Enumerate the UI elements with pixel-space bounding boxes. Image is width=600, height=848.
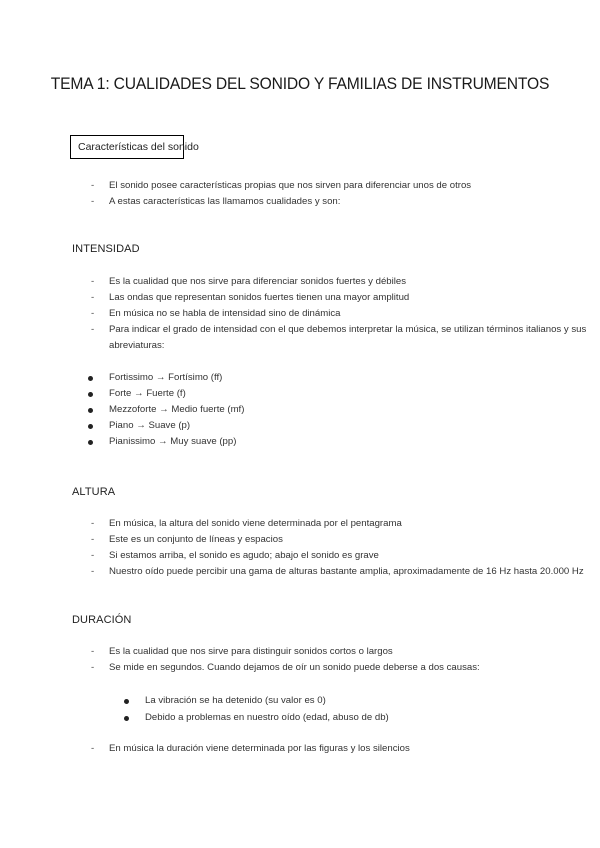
- cause-item: [145, 712, 389, 723]
- dynamics-text: Fortissimo → Fortísimo (ff): [109, 372, 223, 383]
- list-item-text: En música, la altura del sonido viene determinada por el pentagrama: [109, 518, 402, 529]
- list-item: [91, 518, 402, 529]
- dynamics-text: Piano → Suave (p): [109, 420, 191, 431]
- dynamics-item: [109, 404, 244, 415]
- list-item: [91, 324, 587, 335]
- dash-bullet: -: [91, 743, 95, 754]
- list-item: [91, 662, 480, 673]
- heading-duracion: DURACIÓN: [72, 614, 132, 626]
- heading-altura: ALTURA: [72, 486, 116, 498]
- bullet-dot: [88, 376, 93, 381]
- list-item: [91, 292, 410, 303]
- dynamics-item: [109, 388, 186, 399]
- list-item-text: Este es un conjunto de líneas y espacios: [109, 534, 283, 545]
- list-item-text: Para indicar el grado de intensidad con el que debemos interpretar la música, se utilizan términos italianos y sus: [109, 324, 587, 335]
- dash-bullet: -: [91, 324, 95, 335]
- dash-bullet: -: [91, 550, 95, 561]
- list-item: [91, 566, 584, 577]
- cause-text: Debido a problemas en nuestro oído (edad, abuso de db): [145, 712, 389, 723]
- list-item-text: Es la cualidad que nos sirve para diferenciar sonidos fuertes y débiles: [109, 276, 407, 287]
- dynamics-text: Pianissimo → Muy suave (pp): [109, 436, 237, 447]
- dash-bullet: -: [91, 196, 95, 207]
- list-item-continuation: abreviaturas:: [109, 340, 165, 351]
- cause-text: La vibración se ha detenido (su valor es 0): [145, 695, 326, 706]
- list-item-text: En música no se habla de intensidad sino de dinámica: [109, 308, 341, 319]
- bullet-dot: [124, 716, 129, 721]
- list-item-text: El sonido posee características propias que nos sirven para diferenciar unos de otros: [109, 180, 472, 191]
- dash-bullet: -: [91, 646, 95, 657]
- list-item: [91, 743, 410, 754]
- list-item: [91, 196, 341, 207]
- list-item-text: Si estamos arriba, el sonido es agudo; abajo el sonido es grave: [109, 550, 379, 561]
- list-item-text: En música la duración viene determinada por las figuras y los silencios: [109, 743, 410, 754]
- dynamics-item: [109, 436, 236, 447]
- list-item: [91, 276, 407, 287]
- dynamics-item: [109, 372, 222, 383]
- dynamics-text: Mezzoforte → Medio fuerte (mf): [109, 404, 245, 415]
- list-item-text: Nuestro oído puede percibir una gama de alturas bastante amplia, aproximadamente de 16 Hz hasta 20.000 Hz: [109, 566, 584, 577]
- dash-bullet: -: [91, 566, 95, 577]
- heading-intensidad: INTENSIDAD: [72, 243, 140, 255]
- list-item-text: Es la cualidad que nos sirve para distinguir sonidos cortos o largos: [109, 646, 393, 657]
- list-item: [91, 534, 283, 545]
- dash-bullet: -: [91, 518, 95, 529]
- bullet-dot: [88, 440, 93, 445]
- list-item: [91, 550, 379, 561]
- dynamics-item: [109, 420, 190, 431]
- section-box-caracteristicas: Características del sonido: [70, 135, 184, 159]
- dash-bullet: -: [91, 534, 95, 545]
- bullet-dot: [88, 408, 93, 413]
- dash-bullet: -: [91, 662, 95, 673]
- bullet-dot: [124, 699, 129, 704]
- page-title: TEMA 1: CUALIDADES DEL SONIDO Y FAMILIAS DE INSTRUMENTOS: [50, 74, 550, 93]
- list-item-text: Las ondas que representan sonidos fuertes tienen una mayor amplitud: [109, 292, 410, 303]
- list-item: [91, 308, 341, 319]
- list-item-text: Se mide en segundos. Cuando dejamos de oír un sonido puede deberse a dos causas:: [109, 662, 480, 673]
- list-item: [91, 180, 472, 191]
- bullet-dot: [88, 392, 93, 397]
- dynamics-text: Forte → Fuerte (f): [109, 388, 186, 399]
- list-item-text: A estas características las llamamos cualidades y son:: [109, 196, 341, 207]
- list-item: [91, 646, 393, 657]
- dash-bullet: -: [91, 180, 95, 191]
- cause-item: [145, 695, 326, 706]
- dash-bullet: -: [91, 292, 95, 303]
- dash-bullet: -: [91, 308, 95, 319]
- bullet-dot: [88, 424, 93, 429]
- dash-bullet: -: [91, 276, 95, 287]
